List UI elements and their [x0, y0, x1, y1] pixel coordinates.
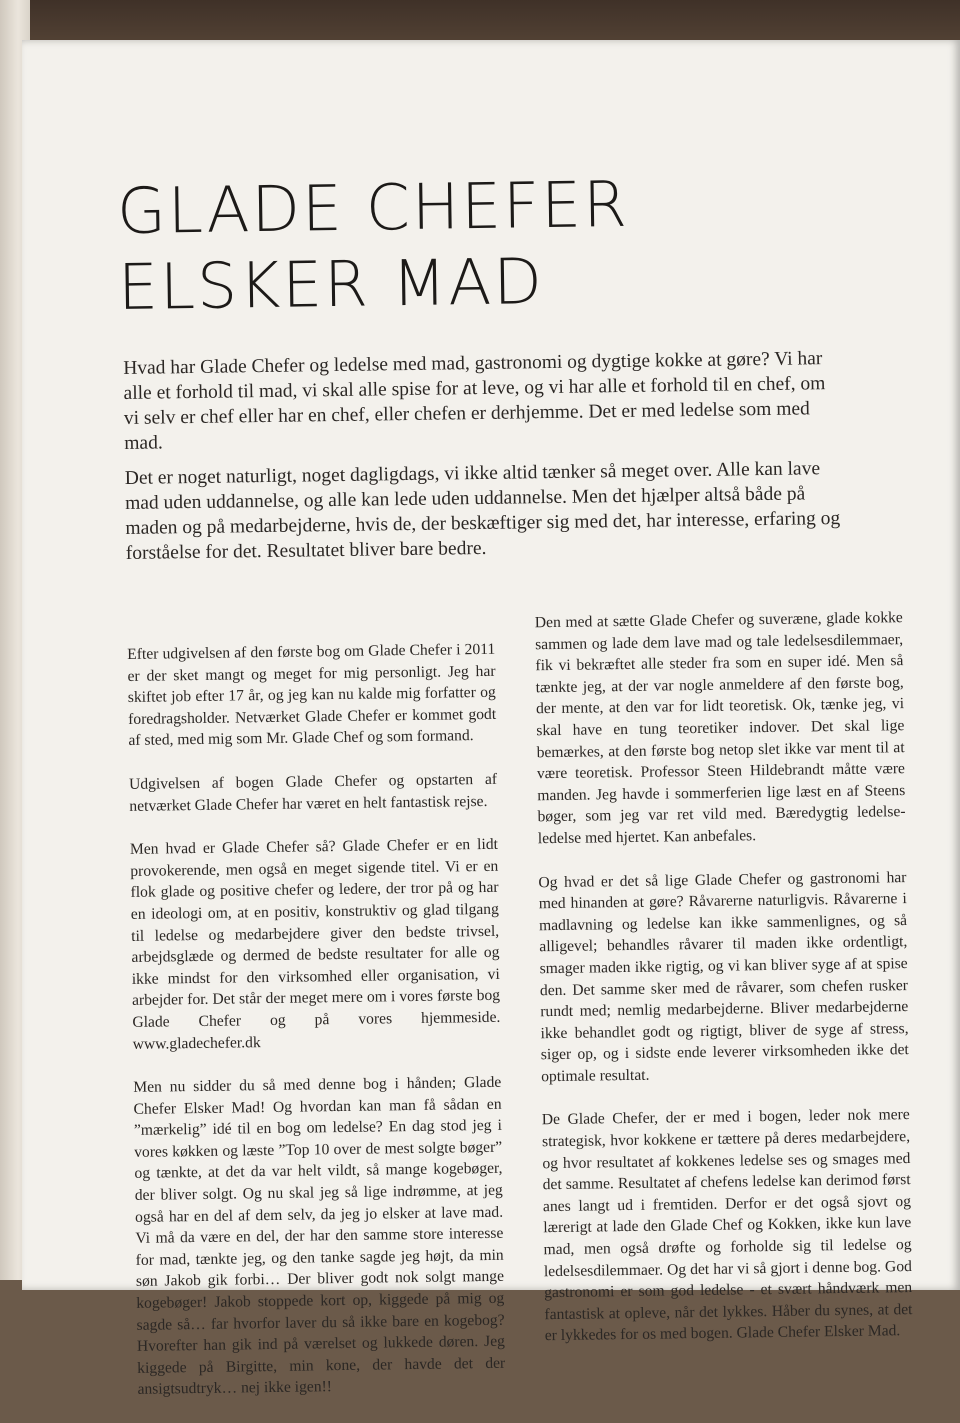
right-column	[535, 607, 914, 1417]
title-line-1: GLADE CHEFER	[116, 167, 630, 249]
title-line-2: ELSKER MAD	[117, 245, 545, 325]
body-columns	[127, 609, 960, 1423]
body-paragraph: Den med at sætte Glade Chefer og suveræne, glade kokke sammen og lade dem lave mad og tale ledelsesdilemmaer, fik vi bekræftet alle steder fra som en super idé. Men så tænkte jeg, at der var nogle anmeldere af den første bog, der mente, at den var for lidt teoretisk. Ok, tænke jeg, vi skal have en tung teoretiker indover. Det skal lige bemærkes, at den første bog netop slet ikke var ment til at være teoretisk. Professor Steen Hildebrandt måtte være manden. Jeg havde i sommerferien lige læst en af Steens bøger, som jeg var ret vild med. Bæredygtig ledelse-ledelse med hjertet. Kan anbefales.	[534, 609, 906, 848]
body-paragraph: Efter udgivelsen af den første bog om Glade Chefer i 2011 er der sket mangt og meget for mig personligt. Jeg har skiftet job efter 17 år, og jeg kan nu kalde mig forfatter og foredragsholder. Netværket Glade Chefer er kommet godt af sted, med mig som Mr. Glade Chef og som formand.	[127, 640, 497, 750]
article-title	[117, 162, 953, 326]
book-page	[22, 40, 960, 1399]
body-paragraph: Og hvad er det så lige Glade Chefer og gastronomi har med hinanden at gøre? Råvarerne naturligvis. Råvarerne i madlavning og ledelse kan ikke sammenlignes, og så alligevel; behandles råvarer til maden ikke ordentligt, smager maden ikke rigtig, og vi kan bliver syge af at spise den. Det samme sker med de råvarer, som chefen rusker rundt med; nemlig medarbejderne. Bliver medarbejderne ikke behandlet godt og rigtigt, bliver de syge af stress, siger op, og i sidste ende leverer virksomheden ikke det optimale resultat.	[538, 868, 909, 1086]
body-paragraph: Udgivelsen af bogen Glade Chefer og opstarten af netværket Glade Chefer har været en helt fantastisk rejse.	[128, 770, 498, 815]
body-paragraph: De Glade Chefer, der er med i bogen, leder nok mere strategisk, hvor kokkene er tættere på deres medarbejdere, og hvor resultatet af kokkenes ledelse ses og smages med det samme. Resultatet af chefens ledelse kan derimod først anes langt ud i fremtiden. Derfor er det også sjovt og lærerigt at lade den Glade Chef og Kokken, ikke kun lave mad, men også drøfte og forholde sig til ledelse og ledelsesdilemmaer. Og det har vi så gjort i denne bog. God gastronomi er som god ledelse - et svært håndværk men fantastisk at opleve, når det lykkes. Håber du synes, at det er lykkedes for os med bogen. Glade Chefer Elsker Mad.	[541, 1106, 913, 1345]
intro-text	[123, 346, 841, 566]
intro-paragraph: Hvad har Glade Chefer og ledelse med mad, gastronomi og dygtige kokke at gøre? Vi har alle et forhold til mad, vi skal alle spise for at leve, og vi har alle et forhold til en chef, om vi selv er chef eller har en chef, eller chefen er derhjemme. Det er med ledelse som med mad.	[123, 348, 826, 454]
left-column	[127, 639, 506, 1423]
article	[116, 124, 960, 1422]
body-paragraph: Men hvad er Glade Chefer så? Glade Chefer er en lidt provokerende, men også en meget sigende titel. Vi er en flok glade og positive chefer og ledere, der tror på og har en ideologi om, at en positiv, konstruktiv og glad tilgang til ledelse og medarbejdere giver den bedste trivsel, arbejdsglæde og dermed de bedste resultater for alle og ikke mindst for den virksomhed eller organisation, vi arbejder for. Det står der meget mere om i vores første bog Glade Chefer og på vores hjemmeside. www.gladechefer.dk	[129, 835, 501, 1053]
body-paragraph: Men nu sidder du så med denne bog i hånden; Glade Chefer Elsker Mad! Og hvordan kan man få sådan en ”mærkelig” idé til en bog om ledelse? En dag stod jeg i vores køkken og læste ”Top 10 over de mest solgte bøger” og tænkte, at det da var helt vildt, så mange kogebøger, der bliver solgt. Og nu skal jeg så lige indrømme, at jeg også har en del af dem selv, da jeg jo elsker at lave mad. Vi må da være en del, der har den samme store interesse for mad, tænkte jeg, og den tanke sagde jeg højt, da min søn Jakob gik forbi… Der bliver godt nok solgt mange kogebøger! Jakob stoppede kort op, kiggede på mig og sagde så… far hvorfor laver du så ikke bare en kogebog? Hvorefter han gik ind på værelset og lukkede døren. Jeg kiggede på Birgitte, min kone, der havde det der ansigtsudtryk… nej ikke igen!!	[133, 1073, 506, 1399]
intro-paragraph: Det er noget naturligt, noget dagligdags, vi ikke altid tænker så meget over. Alle kan lave mad uden uddannelse, og alle kan lede uden uddannelse. Men det hjælper altså både på maden og på medarbejderne, hvis de, der beskæftiger sig med det, har interesse, erfaring og forståelse for det. Resultatet bliver bare bedre.	[124, 458, 841, 564]
